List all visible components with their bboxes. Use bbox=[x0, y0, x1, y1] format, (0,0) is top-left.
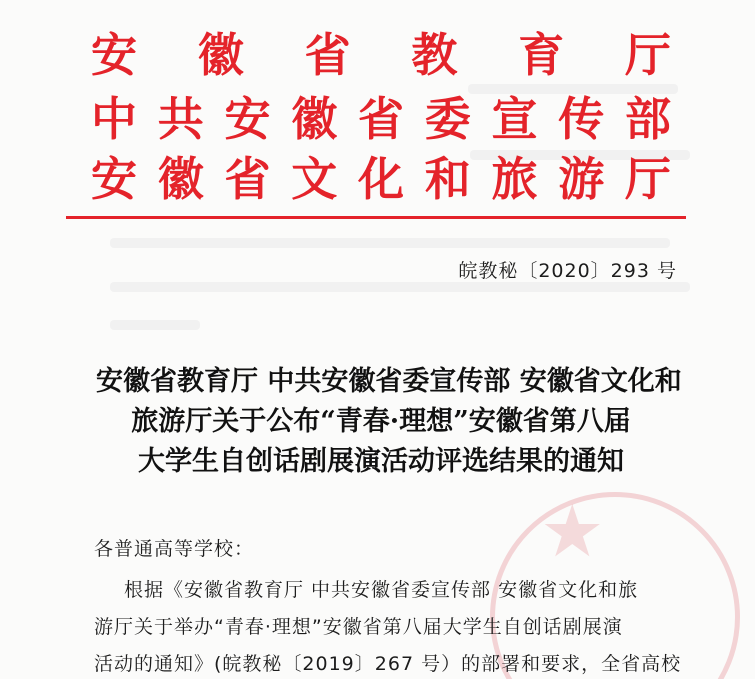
title-line: 安徽省教育厅 中共安徽省委宣传部 安徽省文化和 bbox=[96, 366, 682, 397]
issuer-char: 游 bbox=[558, 152, 605, 206]
issuer-char: 传 bbox=[558, 92, 605, 146]
document-number: 皖教秘〔2020〕293 号 bbox=[458, 260, 677, 282]
document-title bbox=[96, 362, 682, 482]
body-line: 游厅关于举办“青春·理想”安徽省第八届大学生自创话剧展演 bbox=[94, 616, 623, 638]
issuer-char: 部 bbox=[625, 92, 671, 146]
issuer-char: 委 bbox=[424, 92, 471, 146]
bleed-through-mark bbox=[110, 238, 670, 248]
issuer-char: 和 bbox=[424, 152, 471, 206]
issuer-char: 中 bbox=[91, 92, 137, 146]
issuer-char: 旅 bbox=[491, 152, 538, 206]
issuer-line-propaganda-dept bbox=[86, 90, 676, 148]
title-line: 大学生自创话剧展演活动评选结果的通知 bbox=[138, 446, 624, 477]
issuer-char: 宣 bbox=[491, 92, 538, 146]
issuer-char: 省 bbox=[358, 92, 404, 146]
body-line: 活动的通知》(皖教秘〔2019〕267 号）的部署和要求，全省高校 bbox=[94, 653, 682, 675]
issuer-char: 厅 bbox=[625, 152, 671, 206]
issuer-char: 安 bbox=[91, 28, 137, 82]
issuer-line-education-dept bbox=[86, 26, 676, 84]
issuer-char: 教 bbox=[411, 28, 458, 82]
bleed-through-mark bbox=[110, 320, 200, 330]
bleed-through-mark bbox=[110, 282, 690, 292]
issuer-char: 共 bbox=[157, 92, 204, 146]
letterhead-red-rule bbox=[66, 216, 686, 219]
issuer-char: 徽 bbox=[157, 152, 204, 206]
issuer-char: 文 bbox=[291, 152, 338, 206]
issuer-char: 安 bbox=[91, 152, 137, 206]
seal-star-icon: ★ bbox=[540, 489, 605, 573]
issuer-char: 安 bbox=[224, 92, 271, 146]
issuer-char: 徽 bbox=[197, 28, 244, 82]
issuer-char: 徽 bbox=[291, 92, 338, 146]
issuer-char: 化 bbox=[358, 152, 404, 206]
issuer-char: 厅 bbox=[624, 28, 671, 82]
issuer-char: 省 bbox=[224, 152, 271, 206]
issuer-line-culture-tourism-dept bbox=[86, 150, 676, 208]
issuer-char: 省 bbox=[304, 28, 351, 82]
title-line: 旅游厅关于公布“青春·理想”安徽省第八届 bbox=[131, 406, 631, 437]
salutation: 各普通高等学校： bbox=[94, 538, 255, 560]
issuer-char: 育 bbox=[518, 28, 565, 82]
body-line: 根据《安徽省教育厅 中共安徽省委宣传部 安徽省文化和旅 bbox=[124, 579, 639, 601]
